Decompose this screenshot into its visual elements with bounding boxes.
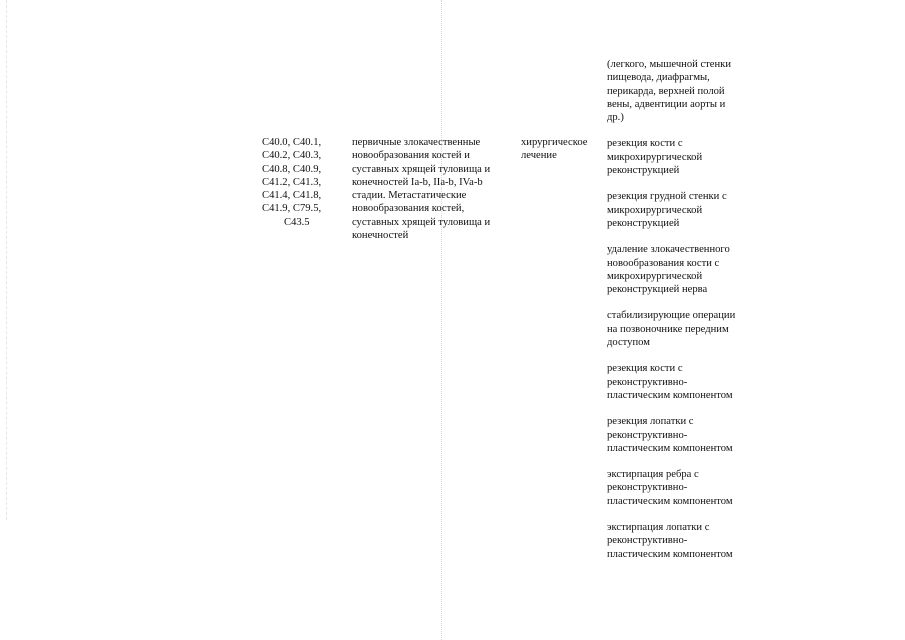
- icd-code-line: C43.5: [284, 216, 310, 228]
- page-fold-line: [441, 0, 442, 640]
- text-line: лечение: [521, 150, 557, 162]
- text-line: микрохирургической: [607, 204, 703, 216]
- text-line: суставных хрящей туловища и: [352, 216, 491, 228]
- method-item: [607, 243, 767, 296]
- method-item: [607, 309, 767, 349]
- method-item: [607, 415, 767, 455]
- text-line: реконструкцией: [607, 165, 680, 177]
- text-line: новообразования костей,: [352, 203, 465, 215]
- text-line: резекция кости с: [607, 138, 683, 150]
- text-line: конечностей: [352, 230, 409, 242]
- continuation-method: [607, 58, 767, 124]
- icd-code-line: C41.9, C79.5,: [262, 203, 322, 215]
- diagnosis-cell: [352, 136, 512, 242]
- methods-column: [607, 58, 767, 574]
- text-line: хирургическое: [521, 137, 588, 148]
- text-line: пластическим компонентом: [607, 495, 733, 507]
- method-item: [607, 362, 767, 402]
- icd-codes-cell: [262, 136, 342, 229]
- text-line: перикарда, верхней полой: [607, 85, 725, 97]
- scan-edge-line: [6, 0, 7, 520]
- icd-code-line: C40.8, C40.9,: [262, 163, 322, 175]
- text-line: реконструктивно-: [607, 376, 688, 388]
- text-line: стадии. Метастатические: [352, 190, 467, 202]
- text-line: пищевода, диафрагмы,: [607, 72, 710, 84]
- text-line: реконструктивно-: [607, 429, 688, 441]
- method-item: [607, 190, 767, 230]
- text-line: стабилизирующие операции: [607, 310, 736, 322]
- text-line: суставных хрящей туловища и: [352, 163, 491, 175]
- text-line: на позвоночнике передним: [607, 323, 729, 335]
- text-line: реконструкцией: [607, 217, 680, 229]
- text-line: микрохирургической: [607, 151, 703, 163]
- text-line: экстирпация ребра с: [607, 469, 699, 481]
- text-line: (легкого, мышечной стенки: [607, 59, 731, 70]
- text-line: реконструкцией нерва: [607, 284, 708, 296]
- text-line: вены, адвентиции аорты и: [607, 98, 726, 110]
- text-line: доступом: [607, 337, 650, 349]
- text-line: новообразования костей и: [352, 150, 470, 162]
- text-line: др.): [607, 112, 624, 124]
- text-line: пластическим компонентом: [607, 548, 733, 560]
- icd-code-line: C40.2, C40.3,: [262, 150, 322, 162]
- icd-code-line: C40.0, C40.1,: [262, 137, 322, 148]
- method-item: [607, 468, 767, 508]
- text-line: реконструктивно-: [607, 535, 688, 547]
- text-line: пластическим компонентом: [607, 389, 733, 401]
- text-line: пластическим компонентом: [607, 442, 733, 454]
- text-line: первичные злокачественные: [352, 137, 481, 148]
- text-line: удаление злокачественного: [607, 244, 730, 256]
- text-line: реконструктивно-: [607, 482, 688, 494]
- text-line: резекция кости с: [607, 363, 683, 375]
- text-line: новообразования кости с: [607, 257, 720, 269]
- treatment-type-cell: [521, 136, 601, 163]
- text-line: микрохирургической: [607, 270, 703, 282]
- method-item: [607, 521, 767, 561]
- icd-code-line: C41.4, C41.8,: [262, 190, 322, 202]
- text-line: резекция грудной стенки с: [607, 191, 727, 203]
- method-item: [607, 137, 767, 177]
- text-line: конечностей Ia-b, IIa-b, IVa-b: [352, 176, 483, 188]
- icd-code-line: C41.2, C41.3,: [262, 176, 322, 188]
- text-line: резекция лопатки с: [607, 416, 694, 428]
- text-line: экстирпация лопатки с: [607, 522, 710, 534]
